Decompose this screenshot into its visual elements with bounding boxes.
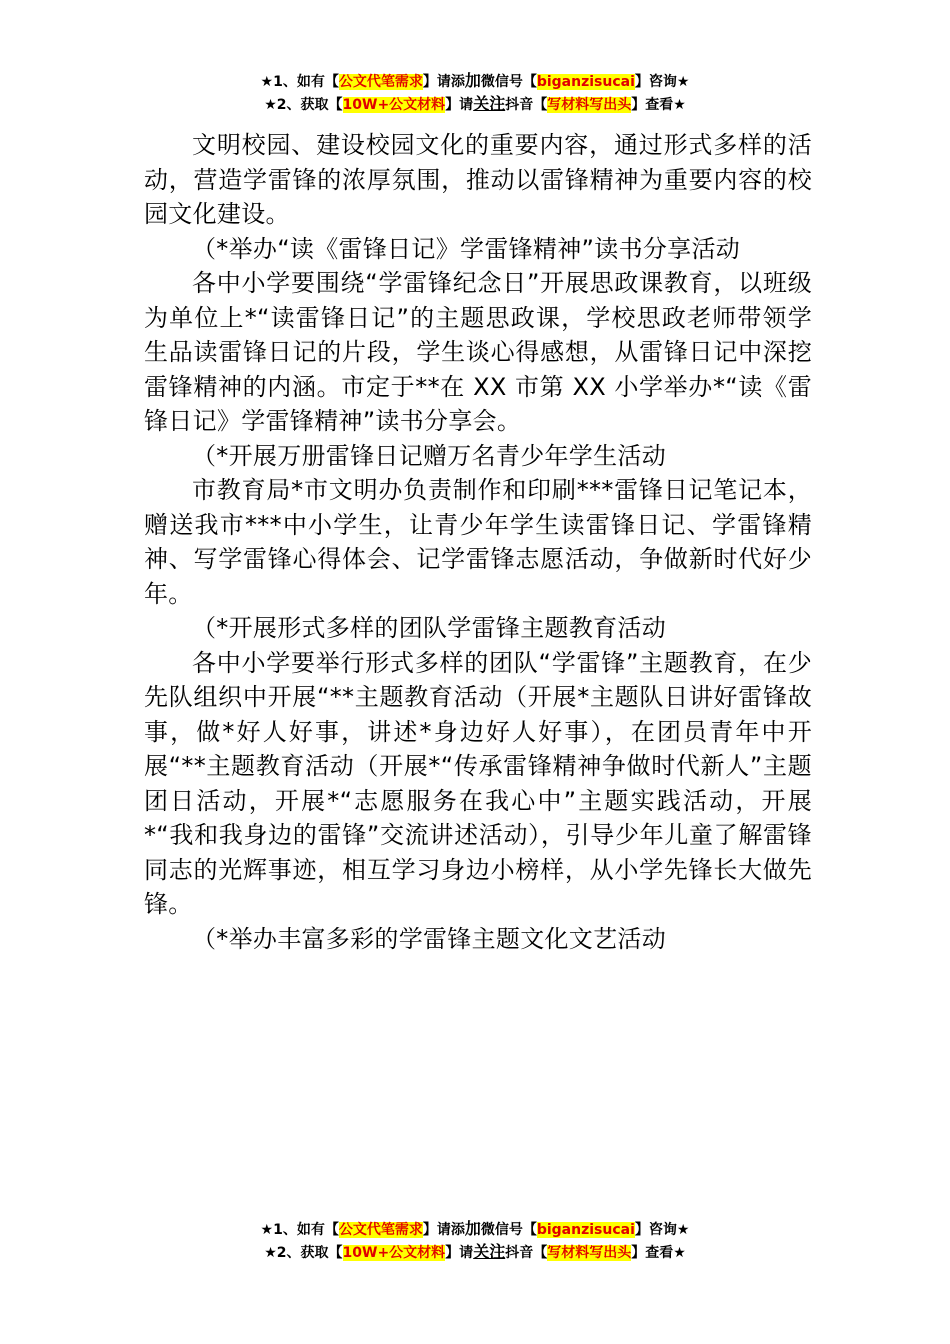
banner-line-1	[0, 70, 950, 93]
wechat-id-highlight: biganzisucai	[536, 74, 635, 90]
header-banner	[0, 70, 950, 116]
banner-text: 】咨询★	[634, 1222, 690, 1238]
banner-line-1	[0, 1218, 950, 1241]
banner-text: ★1、如有【	[260, 1222, 339, 1238]
banner-text: 关注	[473, 94, 506, 113]
banner-text: 】请添	[422, 74, 465, 90]
document-body	[144, 128, 812, 956]
banner-text: ★2、获取【	[264, 97, 343, 113]
section-heading: （*开展形式多样的团队学雷锋主题教育活动	[192, 614, 666, 642]
banner-text: 】请添	[422, 1222, 465, 1238]
banner-text: 】查看★	[631, 97, 686, 113]
banner-text: 】咨询★	[634, 74, 690, 90]
banner-text: 抖音【	[505, 1245, 548, 1261]
banner-text: 】请	[445, 1245, 474, 1261]
banner-text: 抖音【	[505, 97, 548, 113]
banner-line-2	[0, 93, 950, 116]
banner-highlight: 10W+公文材料	[342, 97, 446, 113]
douyin-id-highlight: 写材料写出头	[547, 97, 632, 113]
paragraph: 市教育局*市文明办负责制作和印刷***雷锋日记笔记本，赠送我市***中小学生，让青少年学生读雷锋日记、学雷锋精神、写学雷锋心得体会、记学雷锋志愿活动，争做新时代好少年。	[144, 476, 812, 608]
banner-text: 加	[464, 71, 481, 90]
section-heading: （*举办“读《雷锋日记》学雷锋精神”读书分享活动	[192, 234, 741, 263]
section-heading: （*举办丰富多彩的学雷锋主题文化文艺活动	[192, 924, 666, 953]
banner-line-2	[0, 1241, 950, 1264]
douyin-id-highlight: 写材料写出头	[547, 1245, 632, 1261]
banner-text: 关注	[473, 1242, 506, 1261]
banner-text: 加	[464, 1219, 481, 1238]
banner-highlight: 10W+公文材料	[342, 1245, 446, 1261]
footer-banner	[0, 1218, 950, 1264]
banner-text: ★2、获取【	[264, 1245, 343, 1261]
paragraph: 各中小学要围绕“学雷锋纪念日”开展思政课教育，以班级为单位上*“读雷锋日记”的主题思政课，学校思政老师带领学生品读雷锋日记的片段，学生谈心得感想，从雷锋日记中深挖雷锋精神的内涵。市定于**在 XX 市第 XX 小学举办*“读《雷锋日记》学雷锋精神”读书分享会。	[144, 269, 812, 435]
paragraph: 各中小学要举行形式多样的团队“学雷锋”主题教育，在少先队组织中开展“**主题教育活动（开展*主题队日讲好雷锋故事，做*好人好事，讲述*身边好人好事），在团员青年中开展“**主题教育活动（开展*“传承雷锋精神争做时代新人”主题团日活动，开展*“志愿服务在我心中”主题实践活动，开展*“我和我身边的雷锋”交流讲述活动），引导少年儿童了解雷锋同志的光辉事迹，相互学习身边小榜样，从小学先锋长大做先锋。	[144, 648, 812, 918]
banner-text: 微信号【	[480, 1222, 537, 1238]
wechat-id-highlight: biganzisucai	[536, 1222, 635, 1238]
banner-highlight: 公文代笔需求	[338, 1222, 423, 1238]
banner-highlight: 公文代笔需求	[338, 74, 423, 90]
banner-text: ★1、如有【	[260, 74, 339, 90]
paragraph-continuation: 文明校园、建设校园文化的重要内容，通过形式多样的活动，营造学雷锋的浓厚氛围，推动以雷锋精神为重要内容的校园文化建设。	[144, 131, 812, 228]
banner-text: 微信号【	[480, 74, 537, 90]
banner-text: 】请	[445, 97, 474, 113]
section-heading: （*开展万册雷锋日记赠万名青少年学生活动	[192, 441, 666, 470]
banner-text: 】查看★	[631, 1245, 686, 1261]
